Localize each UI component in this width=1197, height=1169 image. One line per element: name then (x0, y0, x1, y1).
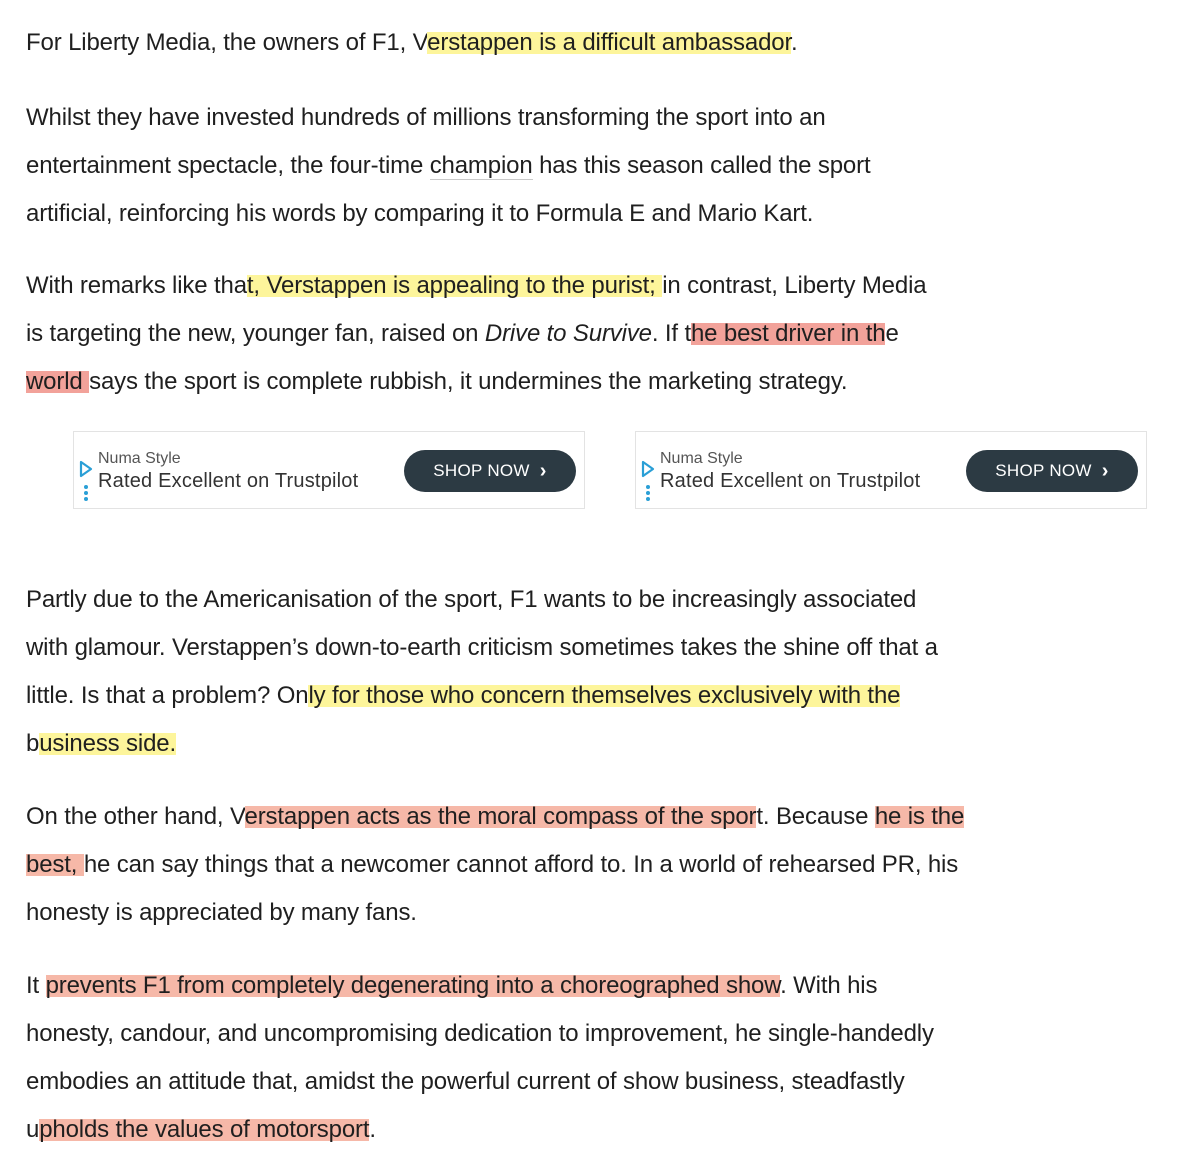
highlight-yellow: ly for those who concern themselves exclusively with the (308, 682, 901, 709)
text: . (369, 1116, 376, 1143)
paragraph-6 (26, 962, 934, 1154)
text: entertainment spectacle, the four-time (26, 152, 430, 179)
chevron-right-icon: › (1101, 460, 1109, 482)
text-line: artificial, reinforcing his words by comparing it to Formula E and Mario Kart. (26, 200, 814, 227)
text: is targeting the new, younger fan, raised on (26, 320, 485, 347)
champion-link[interactable]: champion (429, 152, 533, 179)
button-label: SHOP NOW (995, 461, 1092, 480)
text-line (26, 720, 938, 768)
shop-now-button[interactable] (966, 450, 1138, 492)
text: t. Because (756, 803, 875, 830)
text-line: honesty, candour, and uncompromising dedication to improvement, he single-handedly (26, 1020, 934, 1047)
text-line (26, 962, 934, 1010)
ad-banner[interactable] (635, 431, 1147, 509)
text: in contrast, Liberty Media (662, 272, 927, 299)
ad-tagline: Rated Excellent on Trustpilot (660, 470, 921, 492)
text: . (791, 29, 798, 56)
text: little. Is that a problem? On (26, 682, 309, 709)
paragraph-2 (26, 94, 870, 238)
text-line: with glamour. Verstappen’s down-to-earth criticism sometimes takes the shine off that a (26, 634, 938, 661)
text: . If t (651, 320, 691, 347)
text: It (26, 972, 46, 999)
text-line: Partly due to the Americanisation of the sport, F1 wants to be increasingly associated (26, 586, 917, 613)
highlight-red: pholds the values of motorsport (39, 1116, 370, 1143)
text-line (26, 358, 926, 406)
text: With remarks like tha (26, 272, 247, 299)
text: he can say things that a newcomer cannot afford to. In a world of rehearsed PR, his (83, 851, 959, 878)
paragraph-4 (26, 576, 938, 768)
paragraph-3 (26, 262, 926, 406)
shop-now-button[interactable] (404, 450, 576, 492)
text-line (26, 672, 938, 720)
text-line (26, 142, 870, 190)
text: . With his (780, 972, 878, 999)
text: b (26, 730, 40, 757)
highlight-yellow: usiness side. (39, 730, 176, 757)
text-line (26, 1106, 934, 1154)
text-line: Whilst they have invested hundreds of millions transforming the sport into an (26, 104, 826, 131)
chevron-right-icon: › (539, 460, 547, 482)
ad-brand: Numa Style (660, 450, 743, 467)
highlight-yellow: erstappen is a difficult ambassador (427, 29, 792, 56)
play-icon (641, 460, 655, 478)
highlight-red: he best driver in th (690, 320, 886, 347)
text: For Liberty Media, the owners of F1, V (26, 29, 428, 56)
show-title: Drive to Survive (484, 320, 652, 347)
ad-tagline: Rated Excellent on Trustpilot (98, 470, 359, 492)
highlight-yellow: t, Verstappen is appealing to the purist; (246, 272, 663, 299)
text: has this season called the sport (532, 152, 871, 179)
text-line (26, 262, 926, 310)
text-line: honesty is appreciated by many fans. (26, 899, 417, 926)
text: u (26, 1116, 40, 1143)
more-options-icon[interactable] (84, 485, 88, 503)
text-line (26, 793, 964, 841)
highlight-red: erstappen acts as the moral compass of the spor (244, 803, 757, 830)
text-line (26, 310, 926, 358)
more-options-icon[interactable] (646, 485, 650, 503)
highlight-red: world (26, 368, 90, 395)
ad-brand: Numa Style (98, 450, 181, 467)
text: e (885, 320, 899, 347)
text: On the other hand, V (26, 803, 245, 830)
text: says the sport is complete rubbish, it undermines the marketing strategy. (89, 368, 848, 395)
button-label: SHOP NOW (433, 461, 530, 480)
highlight-red: prevents F1 from completely degenerating into a choreographed show (45, 972, 781, 999)
ad-banner[interactable] (73, 431, 585, 509)
paragraph-5 (26, 793, 964, 937)
play-icon (79, 460, 93, 478)
text-line (26, 841, 964, 889)
paragraph-1 (26, 19, 798, 67)
highlight-red: he is the (874, 803, 965, 830)
highlight-red: best, (26, 851, 84, 878)
text-line: embodies an attitude that, amidst the powerful current of show business, steadfastly (26, 1068, 905, 1095)
